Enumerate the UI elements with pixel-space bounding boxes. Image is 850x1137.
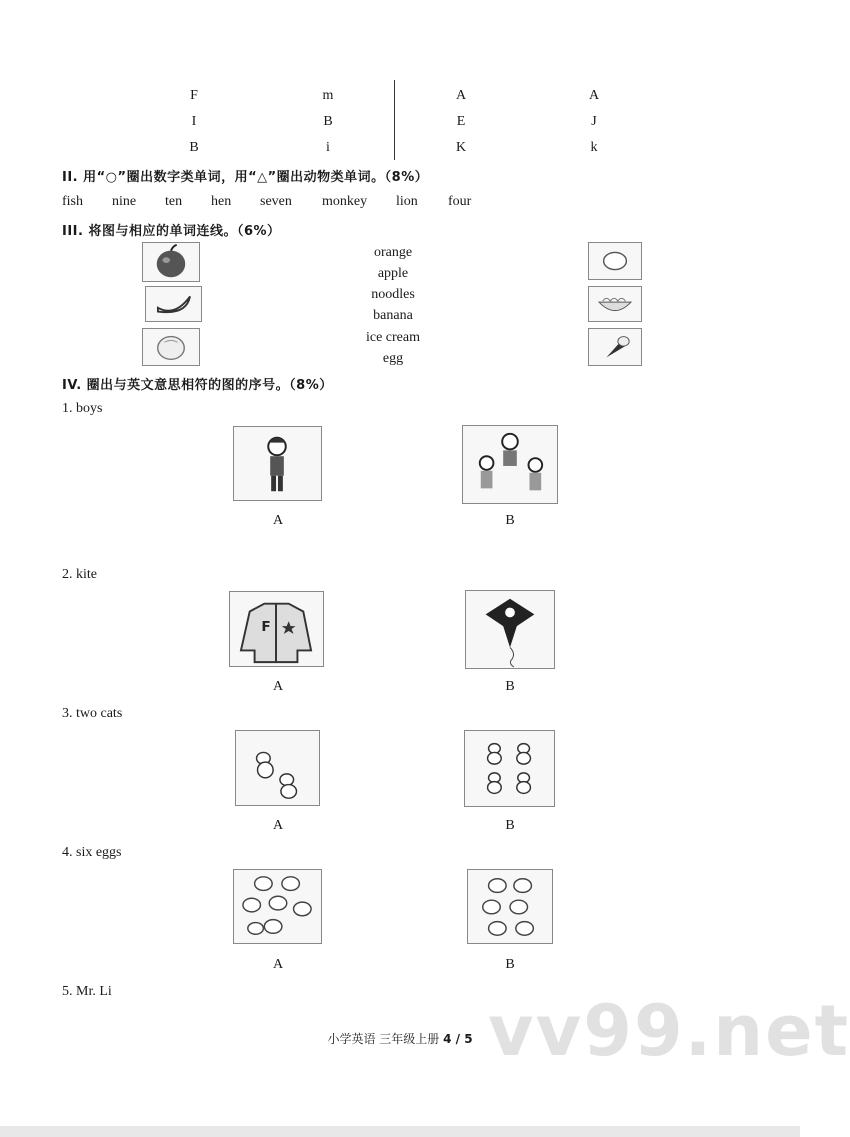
word-item: hen [211, 194, 232, 209]
three-boys-picture [462, 425, 558, 504]
section-3-title: III. 将图与相应的单词连线。（6%） [62, 224, 281, 239]
banana-picture [145, 286, 202, 322]
bottom-bar [0, 1126, 800, 1137]
orange-picture [142, 328, 200, 366]
letter-cell: I [191, 114, 197, 129]
word-item: seven [260, 194, 292, 209]
footer-title: 小学英语 三年级上册 [327, 1032, 440, 1046]
match-word: orange [373, 245, 413, 260]
letter-cell: m [322, 88, 334, 103]
option-a-label: A [272, 818, 284, 833]
ice-cream-picture [588, 328, 642, 366]
one-boy-picture [233, 426, 322, 501]
match-word: noodles [371, 287, 415, 302]
option-b-label: B [505, 513, 515, 528]
section-4-title: IV. 圈出与英文意思相符的图的序号。（8%） [62, 378, 333, 393]
option-a-label: A [272, 957, 284, 972]
page-footer [0, 1030, 800, 1047]
question-label: 1. boys [62, 401, 103, 416]
noodles-picture [588, 286, 642, 322]
question-label: 2. kite [62, 567, 97, 582]
letter-cell: E [456, 114, 466, 129]
letter-cell: J [591, 114, 597, 129]
option-b-label: B [505, 818, 515, 833]
section-2-title: II. 用“○”圈出数字类单词，用“△”圈出动物类单词。（8%） [62, 170, 429, 185]
question-label: 4. six eggs [62, 845, 122, 860]
column-divider [394, 80, 395, 160]
watermark: vv99.net [488, 990, 850, 1072]
six-eggs-picture [467, 869, 553, 944]
match-word: apple [377, 266, 409, 281]
question-label: 5. Mr. Li [62, 984, 112, 999]
option-a-label: A [272, 513, 284, 528]
word-item: monkey [322, 194, 368, 209]
letter-cell: B [189, 140, 199, 155]
match-word: ice cream [365, 330, 420, 345]
four-cats-picture [464, 730, 555, 807]
option-a-label: A [272, 679, 284, 694]
match-word: banana [373, 308, 413, 323]
egg-picture [588, 242, 642, 280]
jacket-picture [229, 591, 324, 667]
match-word: egg [382, 351, 404, 366]
apple-picture [142, 242, 200, 282]
seven-eggs-picture [233, 869, 322, 944]
letter-cell: F [190, 88, 198, 103]
page-number: 4 / 5 [443, 1032, 473, 1046]
letter-cell: i [326, 140, 330, 155]
word-item: fish [62, 194, 83, 209]
letter-cell: A [455, 88, 467, 103]
option-b-label: B [505, 679, 515, 694]
option-b-label: B [505, 957, 515, 972]
letter-cell: A [588, 88, 600, 103]
two-cats-picture [235, 730, 320, 806]
letter-cell: k [590, 140, 598, 155]
letter-cell: B [323, 114, 333, 129]
word-item: nine [112, 194, 137, 209]
question-label: 3. two cats [62, 706, 123, 721]
word-item: four [448, 194, 472, 209]
word-item: lion [396, 194, 418, 209]
kite-picture [465, 590, 555, 669]
letter-cell: K [455, 140, 467, 155]
svg-text:F: F [261, 618, 271, 635]
word-item: ten [165, 194, 183, 209]
